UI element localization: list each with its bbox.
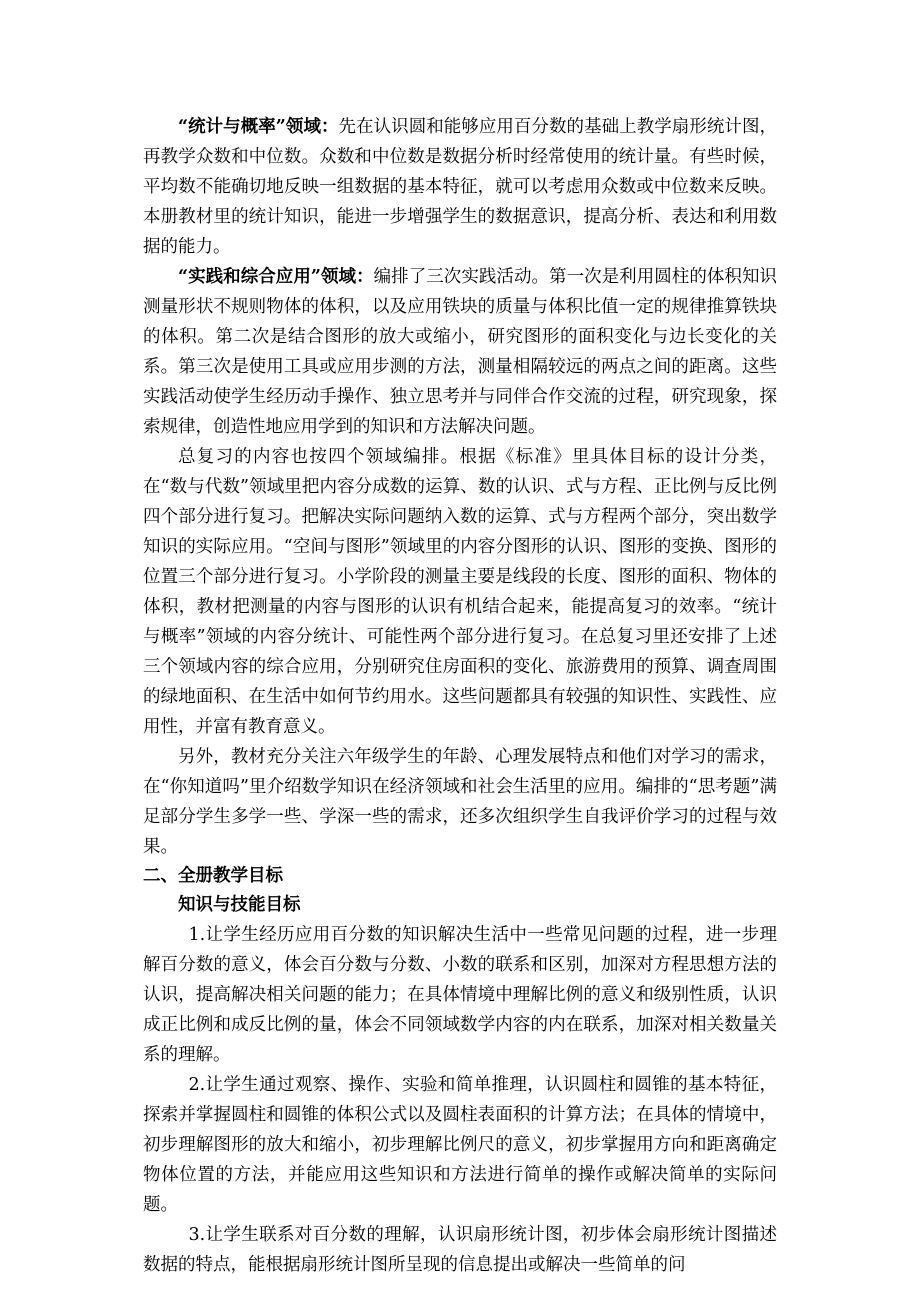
- goal-item-2: 2.让学生通过观察、操作、实验和简单推理，认识圆柱和圆锥的基本特征，探索并掌握圆柱和圆锥的体积公式以及圆柱表面积的计算方法；在具体的情境中，初步理解图形的放大和缩小，初步理解比例尺的意义，初步掌握用方向和距离确定物体位置的方法，并能应用这些知识和方法进行简单的操作或解决简单的实际问题。: [143, 1075, 777, 1215]
- paragraph-lead: “实践和综合应用”领域：: [178, 267, 374, 287]
- section-heading: 二、全册教学目标: [143, 866, 283, 886]
- goal-item-1: 1.让学生经历应用百分数的知识解决生活中一些常见问题的过程，进一步理解百分数的意义，体会百分数与分数、小数的联系和区别，加深对方程思想方法的认识，提高解决相关问题的能力；在具体情境中理解比例的意义和级别性质，认识成正比例和成反比例的量，体会不同领域数学内容的内在联系，加深对相关数量关系的理解。: [143, 925, 777, 1065]
- paragraph-review: 总复习的内容也按四个领域编排。根据《标准》里具体目标的设计分类，在“数与代数”领域里把内容分成数的运算、数的认识、式与方程、正比例与反比例四个部分进行复习。把解决实际问题纳入数的运算、式与方程两个部分，突出数学知识的实际应用。“空间与图形”领域里的内容分图形的认识、图形的变换、图形的位置三个部分进行复习。小学阶段的测量主要是线段的长度、图形的面积、物体的体积，教材把测量的内容与图形的认识有机结合起来，能提高复习的效率。“统计与概率”领域的内容分统计、可能性两个部分进行复习。在总复习里还安排了上述三个领域内容的综合应用，分别研究住房面积的变化、旅游费用的预算、调查周围的绿地面积、在生活中如何节约用水。这些问题都具有较强的知识性、实践性、应用性，并富有教育意义。: [143, 447, 777, 737]
- document-page: [143, 112, 777, 1280]
- paragraph-text: 编排了三次实践活动。第一次是利用圆柱的体积知识测量形状不规则物体的体积，以及应用铁块的质量与体积比值一定的规律推算铁块的体积。第二次是结合图形的放大或缩小，研究图形的面积变化与边长变化的关系。第三次是使用工具或应用步测的方法，测量相隔较远的两点之间的距离。这些实践活动使学生经历动手操作、独立思考并与同伴合作交流的过程，研究现象，探索规律，创造性地应用学到的知识和方法解决问题。: [143, 267, 778, 437]
- sub-heading: 知识与技能目标: [178, 895, 301, 915]
- paragraph-practice: [143, 262, 777, 442]
- paragraph-text: 先在认识圆和能够应用百分数的基础上教学扇形统计图，再教学众数和中位数。众数和中位数是数据分析时经常使用的统计量。有些时候，平均数不能确切地反映一组数据的基本特征，就可以考虑用众数或中位数来反映。本册教材里的统计知识，能进一步增强学生的数据意识，提高分析、表达和利用数据的能力。: [143, 117, 777, 257]
- paragraph-additional: 另外，教材充分关注六年级学生的年龄、心理发展特点和他们对学习的需求，在“你知道吗”里介绍数学知识在经济领域和社会生活里的应用。编排的“思考题”满足部分学生多学一些、学深一些的需求，还多次组织学生自我评价学习的过程与效果。: [143, 747, 777, 857]
- goal-item-3: 3.让学生联系对百分数的理解，认识扇形统计图，初步体会扇形统计图描述数据的特点，能根据扇形统计图所呈现的信息提出或解决一些简单的问: [143, 1225, 777, 1275]
- paragraph-lead: “统计与概率”领域：: [178, 117, 339, 137]
- paragraph-statistics: [143, 112, 777, 262]
